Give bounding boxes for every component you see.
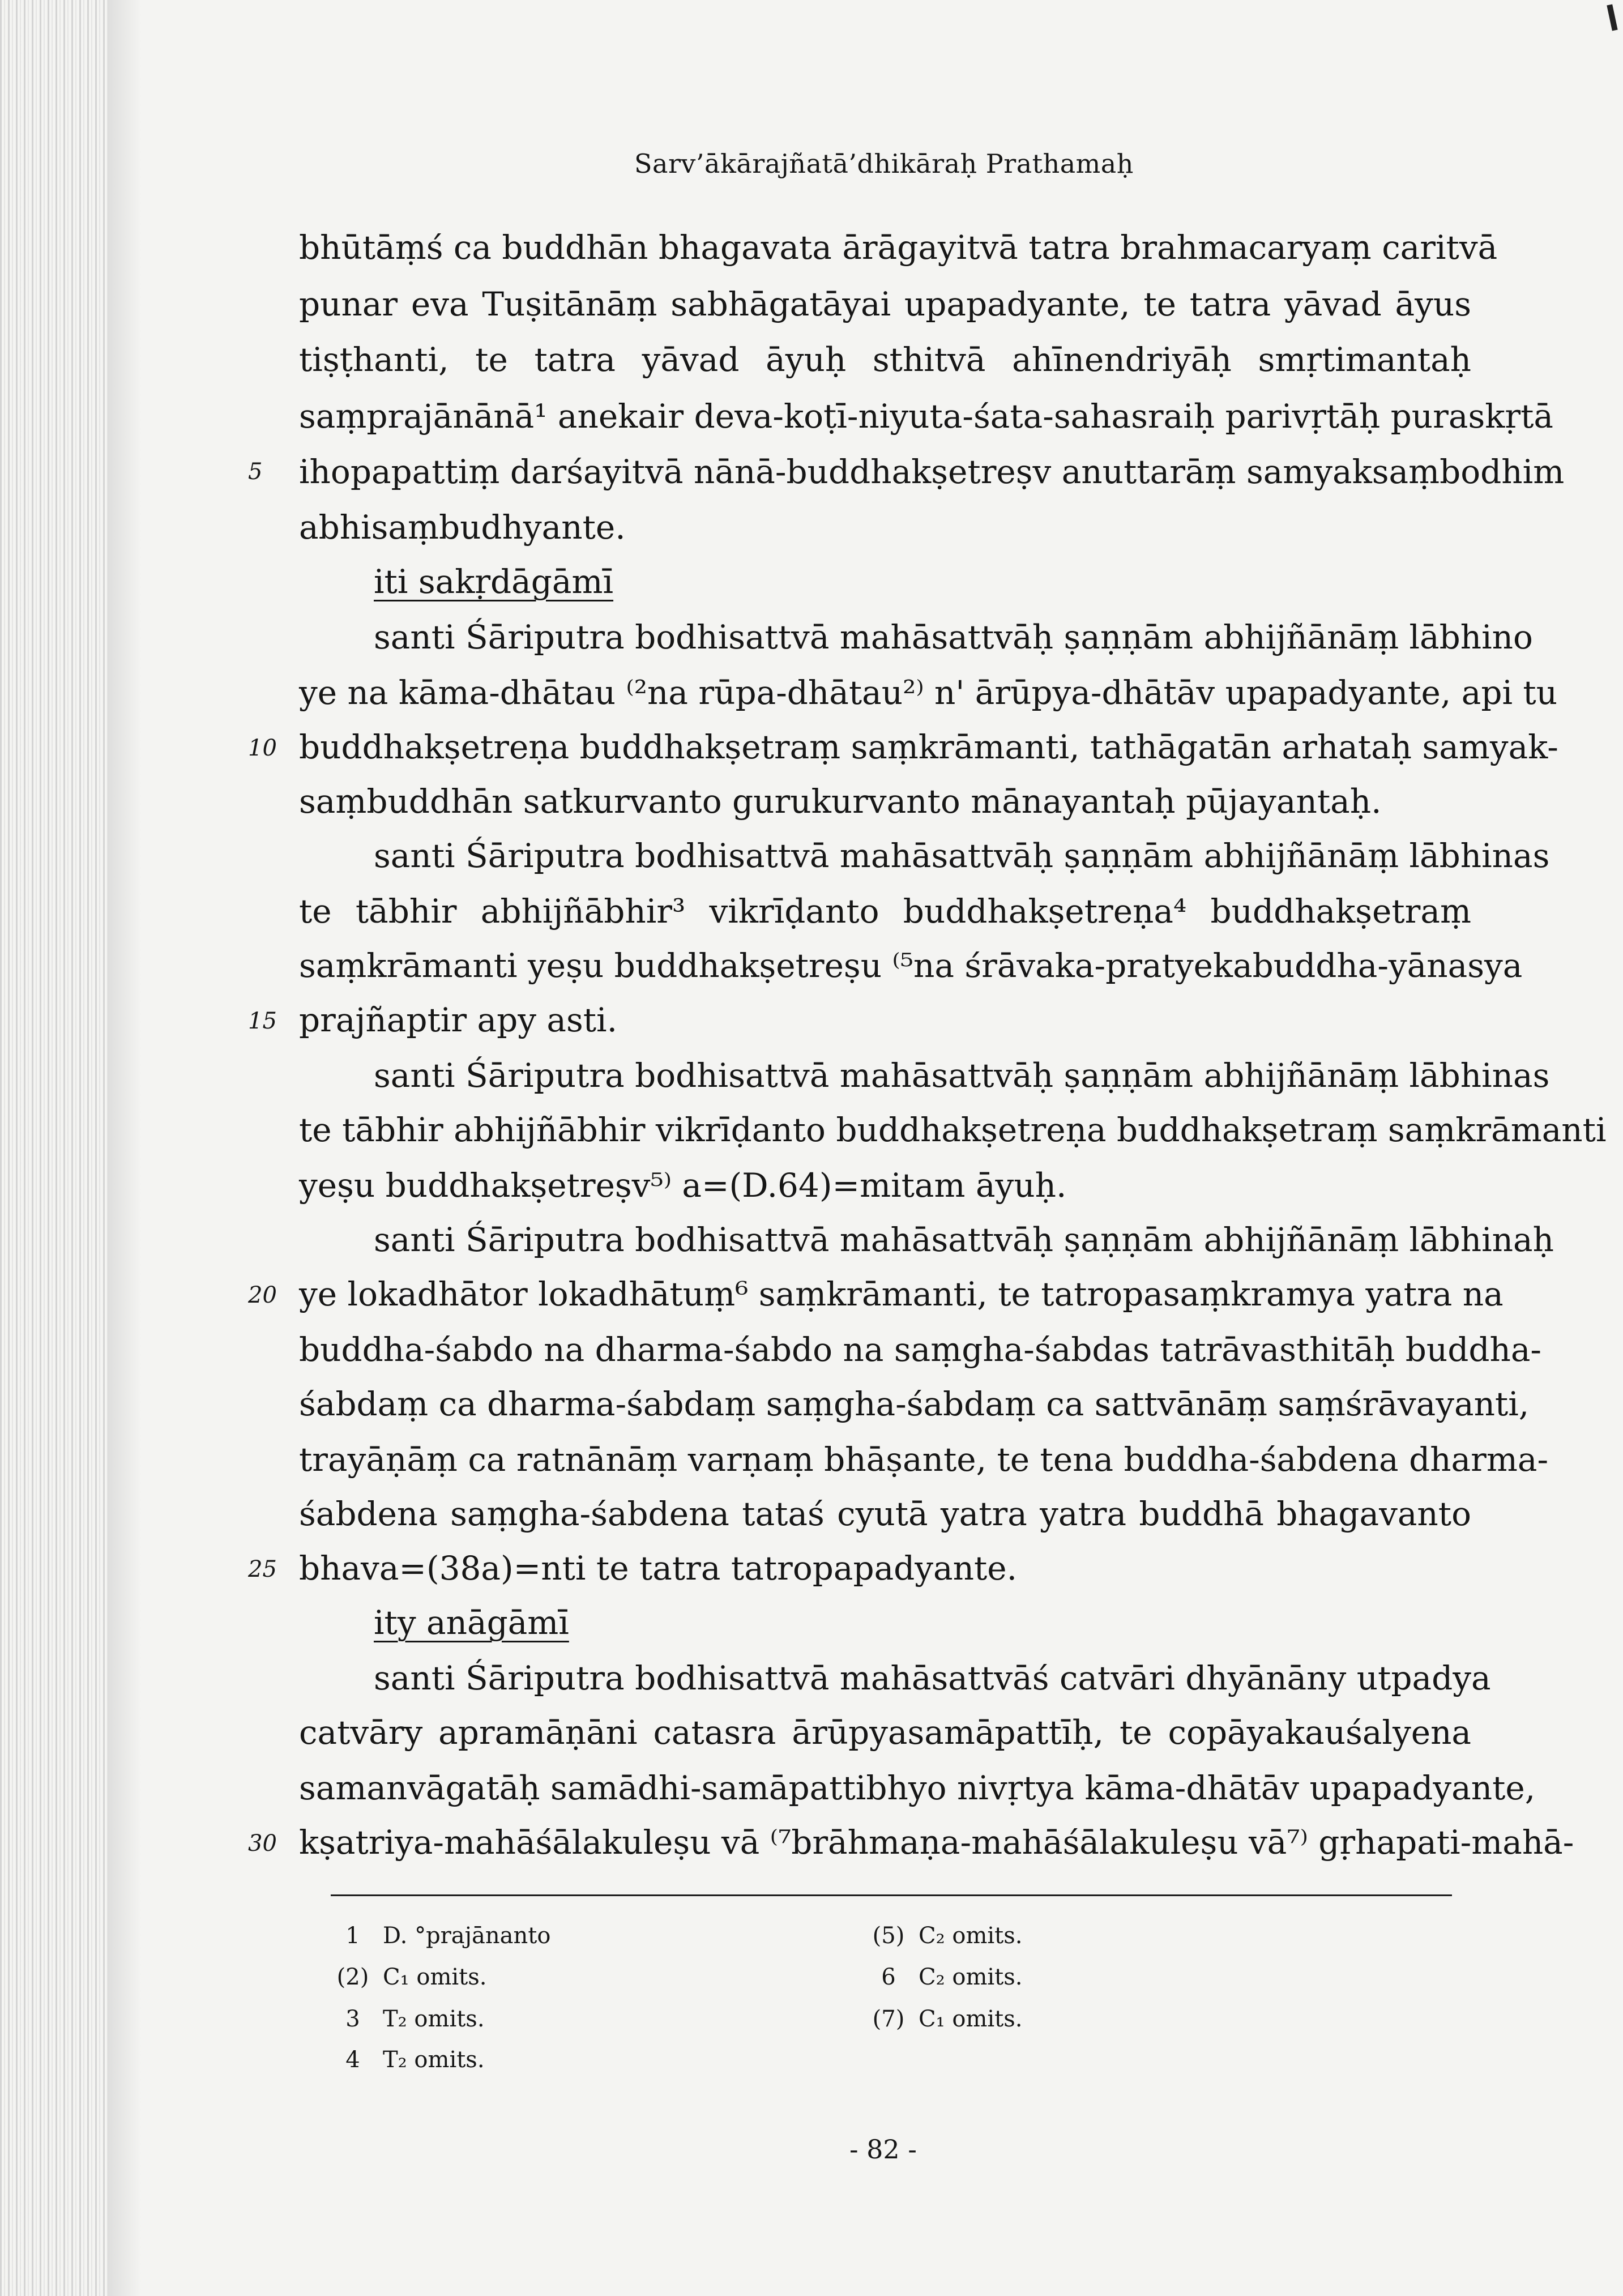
footnote-text: D. °prajānanto: [383, 1923, 551, 1949]
footnote: [331, 1923, 550, 1949]
footnote-text: C₁ omits.: [383, 1964, 487, 1990]
text-line: santi Śāriputra bodhisattvā mahāsattvāḥ ṣaṇṇām abhijñānāṃ lābhinas: [374, 1056, 1550, 1095]
footnote-text: C₂ omits.: [919, 1964, 1023, 1990]
text-line: te tābhir abhijñābhir vikrīḍanto buddhakṣetreṇa buddhakṣetraṃ saṃkrāmanti: [299, 1111, 1607, 1149]
section-heading: iti sakṛdāgāmī: [374, 562, 614, 601]
text-line: ihopapattiṃ darśayitvā nānā-buddhakṣetreṣv anuttarāṃ samyaksaṃbodhim: [299, 453, 1565, 491]
text-line: santi Śāriputra bodhisattvā mahāsattvāḥ ṣaṇṇām abhijñānāṃ lābhinaḥ: [374, 1220, 1554, 1259]
footnote-text: T₂ omits.: [383, 2047, 485, 2073]
text-line: prajñaptir apy asti.: [299, 1001, 618, 1039]
text-line: ye na kāma-dhātau ⁽²na rūpa-dhātau²⁾ n' ārūpya-dhātāv upapadyante, api tu: [299, 673, 1558, 712]
footnote: [866, 1964, 1022, 1990]
footnote-text: T₂ omits.: [383, 2006, 485, 2032]
footnote-mark: (5): [872, 1923, 905, 1949]
footnote-text: C₂ omits.: [919, 1923, 1023, 1949]
text-line: punar eva Tuṣitānāṃ sabhāgatāyai upapadyante, te tatra yāvad āyus: [299, 285, 1471, 323]
text-line: santi Śāriputra bodhisattvā mahāsattvāḥ ṣaṇṇām abhijñānāṃ lābhinas: [374, 837, 1550, 875]
text-line: tiṣṭhanti, te tatra yāvad āyuḥ sthitvā ahīnendriyāḥ smṛtimantaḥ: [299, 340, 1471, 379]
footnote: [331, 2047, 485, 2073]
text-line: saṃbuddhān satkurvanto gurukurvanto mānayantaḥ pūjayantaḥ.: [299, 782, 1382, 821]
text-line: santi Śāriputra bodhisattvā mahāsattvāś catvāri dhyānāny utpadya: [374, 1659, 1491, 1697]
section-heading: ity anāgāmī: [374, 1603, 569, 1642]
footnote-mark: 3: [345, 2006, 360, 2032]
footnote-rule: [331, 1894, 1452, 1896]
text-line: trayāṇāṃ ca ratnānāṃ varṇaṃ bhāṣante, te tena buddha-śabdena dharma-: [299, 1440, 1549, 1479]
footnote-mark: (2): [336, 1964, 369, 1990]
footnote: [331, 1964, 486, 1990]
footnote-text: C₁ omits.: [919, 2006, 1023, 2032]
text-line: yeṣu buddhakṣetreṣv⁵⁾ a=(D.64)=mitam āyuḥ.: [299, 1166, 1067, 1205]
line-number: 25: [248, 1556, 277, 1582]
footnote-mark: 6: [881, 1964, 896, 1990]
footnote-mark: 1: [345, 1923, 360, 1949]
footnote: [866, 1923, 1022, 1949]
footnote-mark: (7): [872, 2006, 905, 2032]
text-line: ye lokadhātor lokadhātuṃ⁶ saṃkrāmanti, te tatropasaṃkramya yatra na: [299, 1275, 1504, 1313]
footnote-mark: 4: [345, 2047, 360, 2073]
text-line: saṃprajānānā¹ anekair deva-koṭī-niyuta-śata-sahasraiḥ parivṛtāḥ puraskṛtā: [299, 397, 1553, 436]
text-line: santi Śāriputra bodhisattvā mahāsattvāḥ ṣaṇṇām abhijñānāṃ lābhino: [374, 618, 1533, 656]
text-line: samanvāgatāḥ samādhi-samāpattibhyo nivṛtya kāma-dhātāv upapadyante,: [299, 1769, 1536, 1807]
text-line: bhava=(38a)=nti te tatra tatropapadyante.: [299, 1549, 1018, 1587]
text-line: bhūtāṃś ca buddhān bhagavata ārāgayitvā tatra brahmacaryaṃ caritvā: [299, 228, 1498, 267]
text-line: catvāry apramāṇāni catasra ārūpyasamāpattīḥ, te copāyakauśalyena: [299, 1713, 1471, 1752]
line-number: 5: [248, 459, 263, 485]
text-line: śabdena saṃgha-śabdena tataś cyutā yatra yatra buddhā bhagavanto: [299, 1495, 1471, 1533]
line-number: 30: [248, 1830, 277, 1857]
line-number: 20: [248, 1282, 277, 1308]
page-number: - 82 -: [849, 2134, 917, 2165]
text-line: saṃkrāmanti yeṣu buddhakṣetreṣu ⁽⁵na śrāvaka-pratyekabuddha-yānasya: [299, 946, 1523, 985]
footnote: [866, 2006, 1022, 2032]
text-line: abhisaṃbudhyante.: [299, 508, 626, 547]
text-line: kṣatriya-mahāśālakuleṣu vā ⁽⁷brāhmaṇa-mahāśālakuleṣu vā⁷⁾ gṛhapati-mahā-: [299, 1823, 1574, 1862]
text-line: buddhakṣetreṇa buddhakṣetraṃ saṃkrāmanti, tathāgatān arhataḥ samyak-: [299, 728, 1558, 766]
text-line: śabdaṃ ca dharma-śabdaṃ saṃgha-śabdaṃ ca sattvānāṃ saṃśrāvayanti,: [299, 1385, 1530, 1423]
running-head: Sarv’ākārajñatā’dhikāraḥ Prathamaḥ: [634, 148, 1134, 179]
line-number: 15: [248, 1008, 277, 1034]
line-number: 10: [248, 735, 277, 761]
footnote: [331, 2006, 485, 2032]
text-line: te tābhir abhijñābhir³ vikrīḍanto buddhakṣetreṇa⁴ buddhakṣetraṃ: [299, 892, 1471, 931]
text-line: buddha-śabdo na dharma-śabdo na saṃgha-śabdas tatrāvasthitāḥ buddha-: [299, 1330, 1542, 1369]
